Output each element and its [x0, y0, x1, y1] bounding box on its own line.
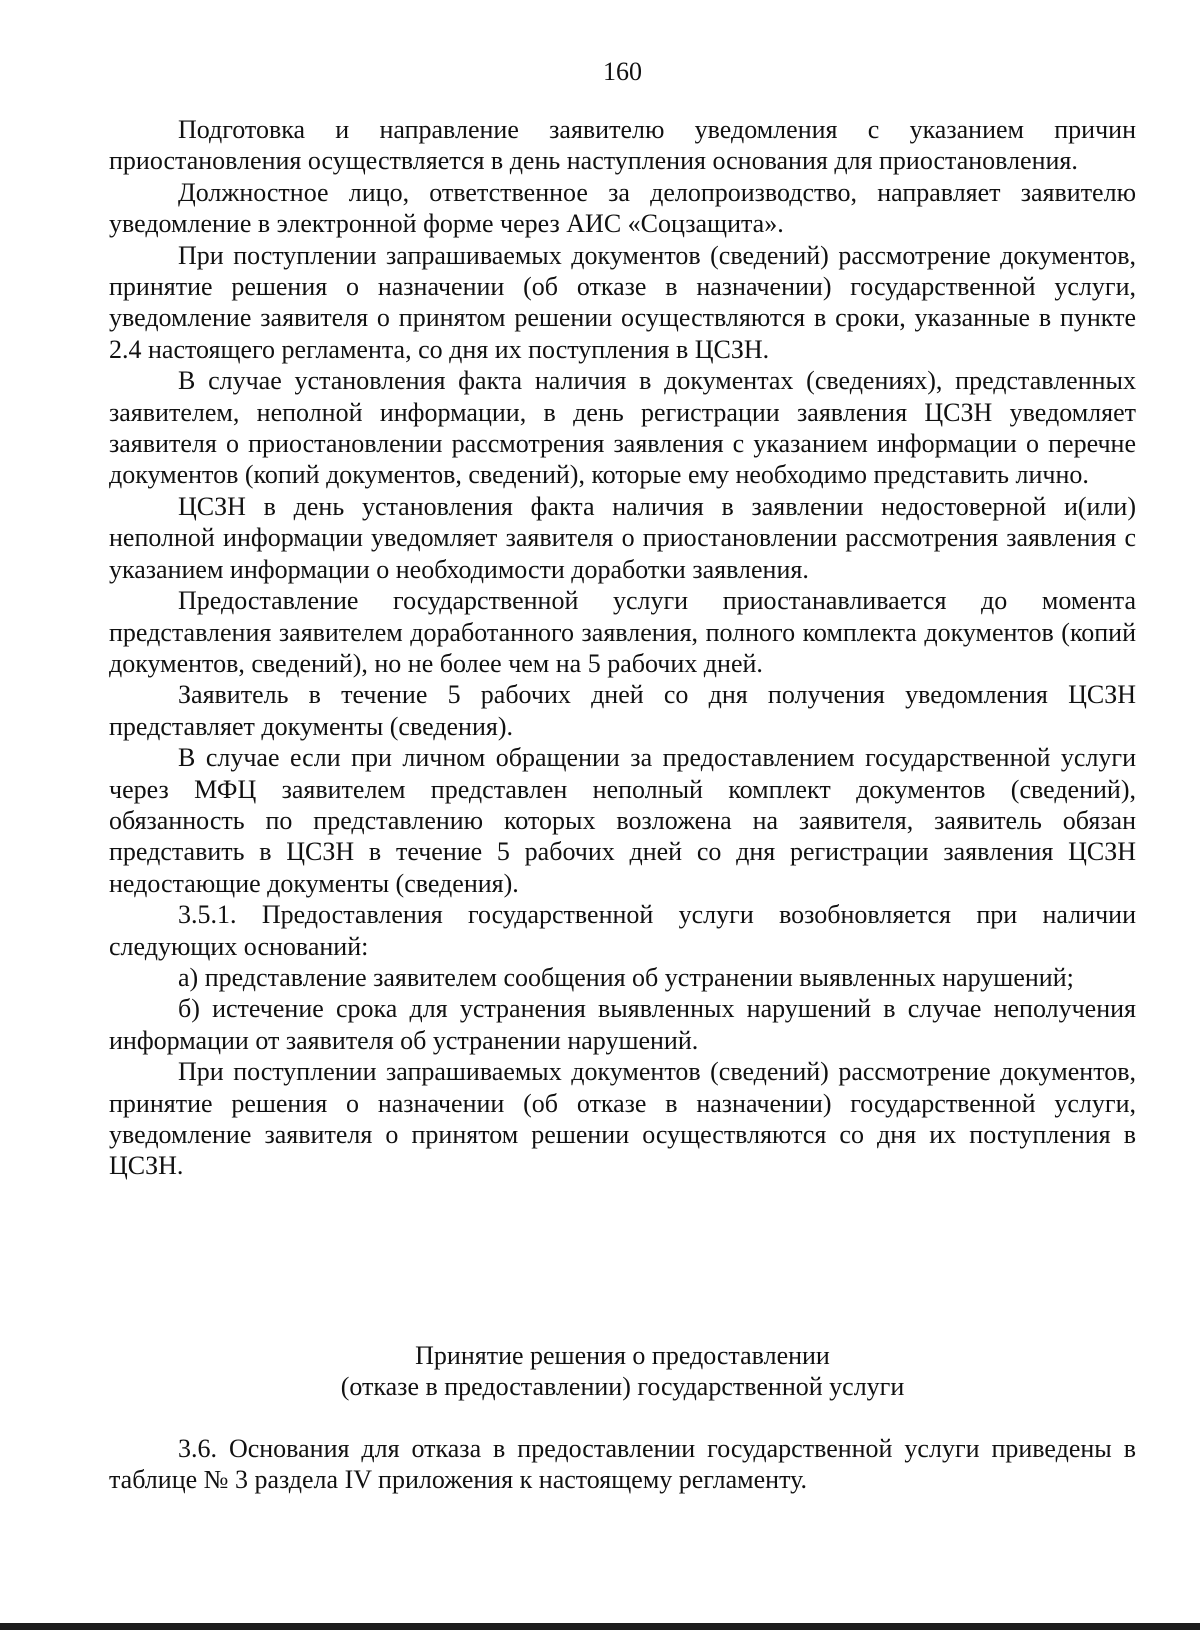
paragraph-applicant-deadline: Заявитель в течение 5 рабочих дней со дня получения уведомления ЦСЗН представляет документы (сведения).	[109, 680, 1136, 741]
body-text	[109, 114, 1136, 1182]
list-item-b: б) истечение срока для устранения выявленных нарушений в случае неполучения информации от заявителя об устранении нарушений.	[109, 994, 1136, 1055]
paragraph-refusal-grounds: 3.6. Основания для отказа в предоставлении государственной услуги приведены в таблице № 3 раздела IV приложения к настоящему регламенту.	[109, 1434, 1136, 1495]
paragraph-incomplete-documents: В случае установления факта наличия в документах (сведениях), представленных заявителем, неполной информации, в день регистрации заявления ЦСЗН уведомляет заявителя о приостановлении рассмотрения заявления с указанием информации о перечне документов (копий документов, сведений), которые ему необходимо представить лично.	[109, 366, 1136, 490]
section-heading-line-2: (отказе в предоставлении) государственной услуги	[340, 1372, 905, 1402]
paragraph-mfc-incomplete-set: В случае если при личном обращении за предоставлением государственной услуги через МФЦ заявителем представлен неполный комплект документов (сведений), обязанность по представлению которых возложена на заявителя, заявитель обязан представить в ЦСЗН в течение 5 рабочих дней со дня регистрации заявления ЦСЗН недостающие документы (сведения).	[109, 743, 1136, 898]
closing-section	[109, 1433, 1136, 1496]
paragraph-review-terms: При поступлении запрашиваемых документов (сведений) рассмотрение документов, принятие решения о назначении (об отказе в назначении) государственной услуги, уведомление заявителя о принятом решении осуществляются в сроки, указанные в пункте 2.4 настоящего регламента, со дня их поступления в ЦСЗН.	[109, 240, 1136, 364]
paragraph-suspension-period: Предоставление государственной услуги приостанавливается до момента представления заявителем доработанного заявления, полного комплекта документов (копий документов, сведений), но не более чем на 5 рабочих дней.	[109, 586, 1136, 678]
paragraph-unreliable-information: ЦСЗН в день установления факта наличия в заявлении недостоверной и(или) неполной информации уведомляет заявителя о приостановлении рассмотрения заявления с указанием информации о необходимости доработки заявления.	[109, 491, 1136, 584]
page-number: 160	[603, 57, 642, 86]
scan-bottom-edge	[0, 1623, 1200, 1630]
paragraph-review-after-receipt: При поступлении запрашиваемых документов (сведений) рассмотрение документов, принятие решения о назначении (об отказе в назначении) государственной услуги, уведомление заявителя о принятом решении осуществляются со дня их поступления в ЦСЗН.	[109, 1057, 1136, 1181]
section-heading-line-1: Принятие решения о предоставлении	[415, 1341, 830, 1370]
paragraph-suspension-notice: Подготовка и направление заявителю уведомления с указанием причин приостановления осуществляется в день наступления основания для приостановления.	[109, 115, 1136, 176]
paragraph-electronic-notice: Должностное лицо, ответственное за делопроизводство, направляет заявителю уведомление в электронной форме через АИС «Соцзащита».	[109, 177, 1136, 239]
paragraph-resumption-grounds: 3.5.1. Предоставления государственной услуги возобновляется при наличии следующих оснований:	[109, 900, 1136, 961]
list-item-a: а) представление заявителем сообщения об устранении выявленных нарушений;	[178, 962, 1074, 992]
section-heading	[0, 1340, 1200, 1403]
